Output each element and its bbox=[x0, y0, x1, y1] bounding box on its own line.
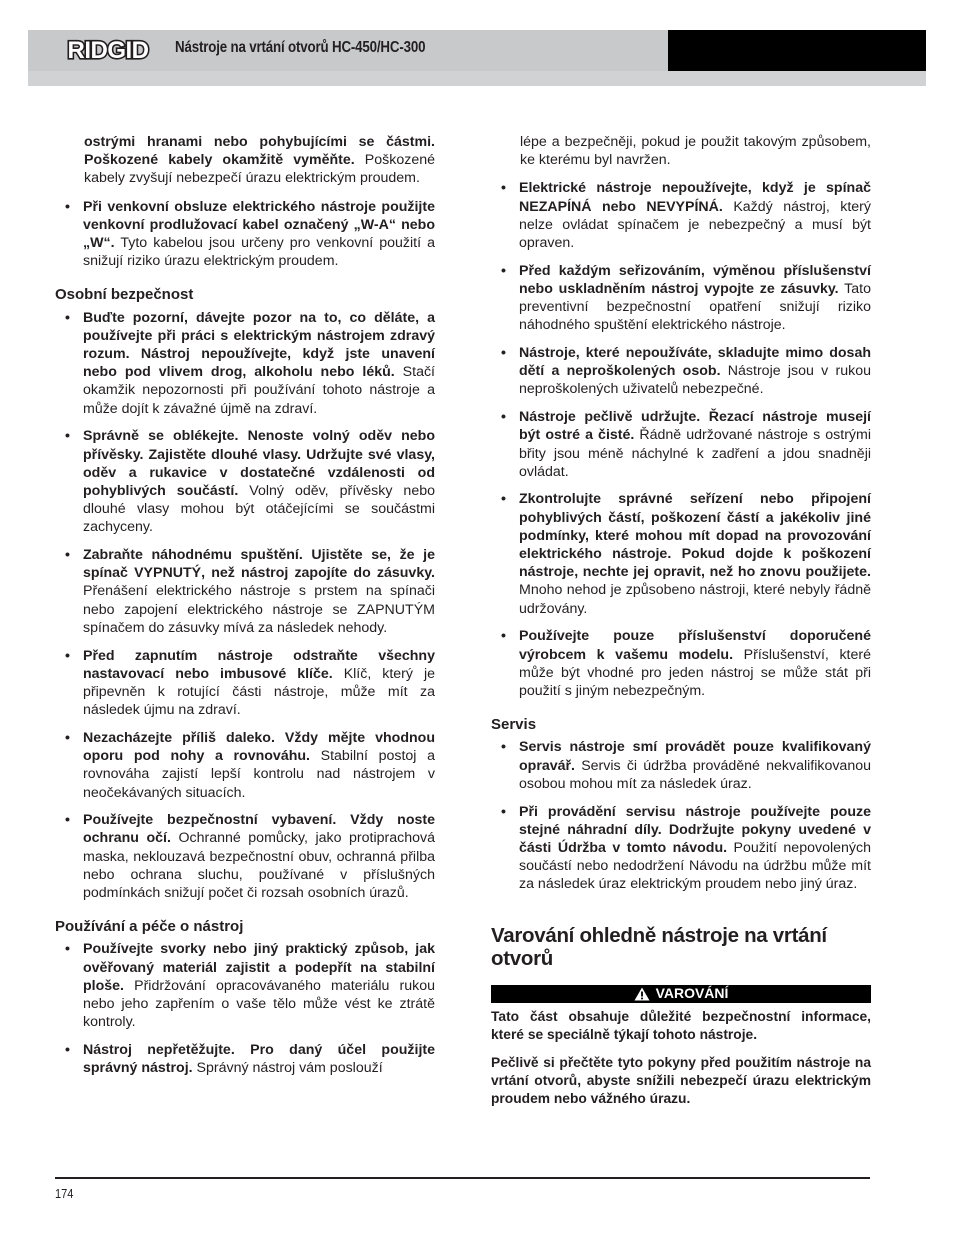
item-bold: Používejte svorky nebo jiný praktický způsob, jak ověřovaný materiál zajistit a podepřít na stabilní ploše. bbox=[83, 941, 435, 994]
bullet-icon: • bbox=[65, 812, 70, 829]
service-list bbox=[491, 738, 871, 893]
bullet-icon: • bbox=[65, 941, 70, 958]
list-item bbox=[55, 546, 435, 637]
document-title: Nástroje na vrtání otvorů HC-450/HC-300 bbox=[175, 39, 426, 56]
use-care-list bbox=[55, 940, 435, 1077]
warning-banner bbox=[491, 985, 871, 1003]
continuation-paragraph: lépe a bezpečněji, pokud je použit takovým způsobem, ke kterému byl navržen. bbox=[520, 134, 871, 169]
bullet-icon: • bbox=[501, 491, 506, 508]
item-text: Použití nepovolených součástí nebo nedodržení Návodu na údržbu může mít za následek úraz elektrickým proudem nebo jiný úraz. bbox=[519, 839, 871, 893]
list-item bbox=[491, 803, 871, 894]
page-header bbox=[28, 30, 926, 86]
item-text: Nástroje jsou v rukou neproškolených uživatelů nebezpečné. bbox=[519, 363, 871, 398]
header-black-block bbox=[668, 30, 926, 71]
item-text: Přidržování opracovávaného materiálu rukou nebo jeho zapřením o vaše tělo může vést ke ztrátě kontroly. bbox=[83, 977, 435, 1031]
bullet-icon: • bbox=[501, 345, 506, 362]
left-column bbox=[55, 133, 435, 1087]
ridgid-logo bbox=[56, 33, 160, 72]
item-text: Každý nástroj, který nelze ovládat spínačem je nebezpečný a musí být opraven. bbox=[519, 198, 871, 252]
warning-paragraph-1: Tato část obsahuje důležité bezpečnostní informace, které se speciálně týkají tohoto nástroje. bbox=[491, 1008, 871, 1042]
outdoor-list bbox=[55, 198, 435, 271]
warning-paragraph-2: Pečlivě si přečtěte tyto pokyny před použitím nástroje na vrtání otvorů, abyste snížili nebezpečí úrazu elektrickým proudem nebo vážného úrazu. bbox=[491, 1054, 871, 1107]
item-text: Stačí okamžik nepozornosti při používání tohoto nástroje a může dojít k závažné újmě na zdraví. bbox=[83, 364, 435, 417]
item-bold: Nástroje pečlivě udržujte. Řezací nástroje musejí být ostré a čisté. bbox=[519, 409, 871, 444]
item-bold: Nástroje, které nepoužíváte, skladujte mimo dosah dětí a neproškolených osob. bbox=[519, 345, 871, 380]
bullet-icon: • bbox=[65, 647, 70, 664]
item-text: Tyto kabelou jsou určeny pro venkovní použití a snižují riziko úrazu elektrickým proudem. bbox=[83, 235, 435, 270]
list-item bbox=[55, 1041, 435, 1077]
bullet-icon: • bbox=[65, 1041, 70, 1058]
item-text: Správný nástroj vám poslouží bbox=[192, 1060, 383, 1077]
section-heading-service: Servis bbox=[491, 716, 537, 734]
list-item bbox=[491, 179, 871, 252]
right-column bbox=[491, 133, 871, 1119]
use-care-continued-list bbox=[491, 179, 871, 700]
item-bold: Buďte pozorní, dávejte pozor na to, co děláte, a používejte při práci s elektrickým nástrojem zdravý rozum. Nástroj nepoužívejte, když jste unavení nebo pod vlivem drog, alkoholu nebo léků. bbox=[83, 309, 435, 381]
bullet-icon: • bbox=[501, 803, 506, 820]
list-item bbox=[55, 309, 435, 418]
item-text: Příslušenství, které může být vhodné pro jeden nástroj se může stát při použití s jiným nebezpečným. bbox=[519, 646, 871, 699]
header-lower-band bbox=[28, 71, 926, 86]
list-item bbox=[491, 738, 871, 793]
bullet-icon: • bbox=[501, 409, 506, 426]
item-bold: Před každým seřizováním, výměnou příslušenství nebo uskladněním nástroj vypojte ze zásuvky. bbox=[519, 262, 871, 297]
item-text: Stabilní postoj a rovnováha zajistí lepší kontrolu nad nástrojem v neočekávaných situacích. bbox=[83, 748, 435, 801]
continuation-paragraph bbox=[55, 133, 435, 188]
section-heading-personal-safety: Osobní bezpečnost bbox=[55, 286, 194, 304]
list-item bbox=[491, 344, 871, 399]
bullet-icon: • bbox=[65, 428, 70, 445]
item-text: Volný oděv, přívěsky nebo dlouhé vlasy mohou být otáčejícími se součástmi zachyceny. bbox=[83, 482, 435, 536]
list-item bbox=[55, 729, 435, 802]
bullet-icon: • bbox=[501, 262, 506, 279]
item-text: Mnoho nehod je způsobeno nástroji, které nebyly řádně udržovány. bbox=[519, 582, 871, 617]
footer-divider bbox=[55, 1177, 870, 1179]
bullet-icon: • bbox=[65, 729, 70, 746]
item-bold: Používejte bezpečnostní vybavení. Vždy noste ochranu očí. bbox=[83, 812, 435, 847]
section-heading-tool-warnings: Varování ohledně nástroje na vrtání otvorů bbox=[491, 923, 827, 970]
bullet-icon: • bbox=[501, 739, 506, 756]
list-item bbox=[55, 427, 435, 536]
item-bold: Zkontrolujte správné seřízení nebo připojení pohyblivých částí, poškození částí a jakékoliv jiné podmínky, které mohou mít dopad na provozování elektrického nástroje. Pokud dojde k poškození nástroje, nechte jej opravit, než ho znovu použijete. bbox=[519, 491, 871, 581]
list-item bbox=[55, 811, 435, 902]
bullet-icon: • bbox=[501, 628, 506, 645]
item-bold: Před zapnutím nástroje odstraňte všechny nastavovací nebo imbusové klíče. bbox=[83, 647, 435, 682]
list-item bbox=[491, 408, 871, 481]
list-item bbox=[55, 198, 435, 271]
bullet-icon: • bbox=[65, 309, 70, 326]
item-bold: Servis nástroje smí provádět pouze kvalifikovaný opravář. bbox=[519, 739, 871, 774]
item-text: Tato preventivní bezpečnostní opatření snižují riziko náhodného spuštění elektrického nástroje. bbox=[519, 280, 871, 334]
personal-safety-list bbox=[55, 309, 435, 903]
logo-text: RIDGID bbox=[67, 37, 149, 64]
warning-label: VAROVÁNÍ bbox=[655, 985, 729, 1002]
section-heading-use-care: Používání a péče o nástroj bbox=[55, 918, 244, 936]
list-item bbox=[491, 262, 871, 335]
bullet-icon: • bbox=[501, 180, 506, 197]
item-bold: Nástroj nepřetěžujte. Pro daný účel použijte správný nástroj. bbox=[83, 1041, 435, 1077]
item-text: Přenášení elektrického nástroje s prstem na spínači nebo zapojení elektrického nástroje se ZAPNUTÝM spínačem do zásuvky mívá za následek nehody. bbox=[83, 583, 435, 636]
item-bold: Nezacházejte příliš daleko. Vždy mějte vhodnou oporu pod nohy a rovnováhu. bbox=[83, 729, 435, 765]
item-text: Řádně udržované nástroje s ostrými břity jsou méně náchylné k zadření a jdou snadněji ovládat. bbox=[519, 427, 871, 480]
item-bold: Při provádění servisu nástroje používejte pouze stejné náhradní díly. Dodržujte pokyny uvedené v části Údržba v tomto návodu. bbox=[519, 803, 871, 856]
item-text: Ochranné pomůcky, jako protiprachová maska, neklouzavá bezpečnostní obuv, ochranná přilba nebo ochrana sluchu, používané v příslušných podmínkách snižují počet či rozsah osobních úrazů. bbox=[83, 830, 435, 902]
warning-triangle-icon bbox=[634, 987, 650, 1001]
item-bold: Zabraňte náhodnému spuštění. Ujistěte se, že je spínač VYPNUTÝ, než nástroj zapojíte do zásuvky. bbox=[83, 547, 435, 582]
list-item bbox=[55, 647, 435, 720]
continuation-text: Poškozené kabely zvyšují nebezpečí úrazu elektrickým proudem. bbox=[84, 152, 436, 187]
item-bold: Používejte pouze příslušenství doporučené výrobcem k vašemu modelu. bbox=[519, 628, 871, 663]
bullet-icon: • bbox=[65, 547, 70, 564]
list-item bbox=[55, 940, 435, 1031]
item-bold: Správně se oblékejte. Nenoste volný oděv nebo přívěsky. Zajistěte dlouhé vlasy. Udržujte své vlasy, oděv a rukavice v dostatečné vzdálenosti od pohyblivých součástí. bbox=[83, 428, 435, 499]
list-item bbox=[491, 627, 871, 700]
list-item bbox=[491, 490, 871, 617]
item-bold: Při venkovní obsluze elektrického nástroje použijte venkovní prodlužovací kabel označený „W-A“ nebo „W“. bbox=[83, 198, 435, 252]
bullet-icon: • bbox=[65, 198, 70, 215]
item-bold: Elektrické nástroje nepoužívejte, když je spínač NEZAPÍNÁ nebo NEVYPÍNÁ. bbox=[519, 180, 871, 215]
item-text: Klíč, který je připevněn k rotující části nástroje, může mít za následek újmu na zdraví. bbox=[83, 665, 435, 719]
continuation-bold: ostrými hranami nebo pohybujícími se částmi. Poškozené kabely okamžitě vyměňte. bbox=[84, 134, 435, 169]
item-text: Servis či údržba prováděné nekvalifikovanou osobou mohou mít za následek úraz. bbox=[519, 757, 871, 792]
page-number: 174 bbox=[55, 1186, 74, 1201]
